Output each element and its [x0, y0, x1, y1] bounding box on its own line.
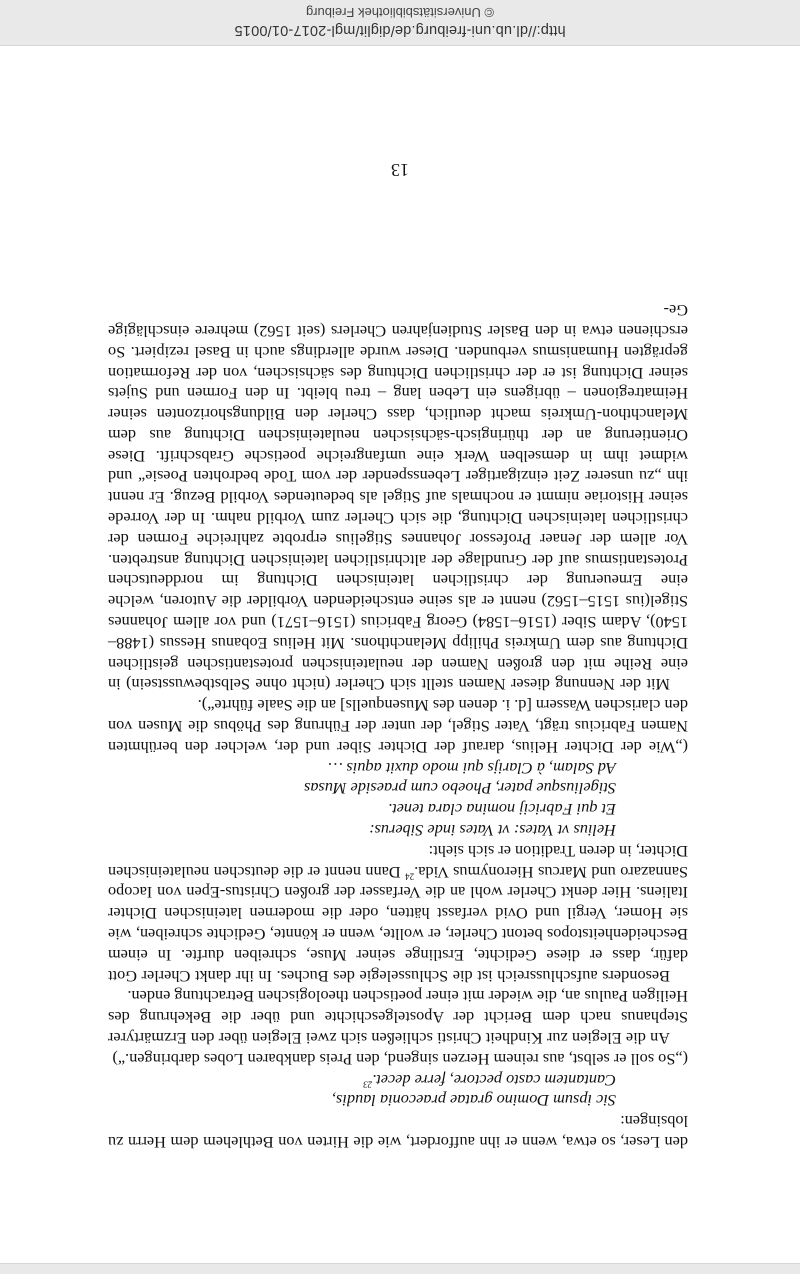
verse-line: Stigeliusque pater, Phoebo cum praeside Musas: [303, 779, 616, 799]
verse-line: Et qui Fabricij nomina clara tenet.: [388, 800, 616, 820]
source-url[interactable]: http://dl.ub.uni-freiburg.de/diglit/mgl-2017-01/0015: [234, 22, 566, 38]
verse-line: Cantantem casto pectore, ferre decet.$^{23}$: [363, 1070, 616, 1090]
paragraph: Besonders aufschlussreich ist die Schlusselegie des Buches. In ihr dankt Cherler Gott dafür, dass er diese Gedichte, Erstlinge seiner Muse, schreiben durfte. In einem Bescheidenheitstopos betont Cherler, er wollte, wenn er könnte, Gedichte schreiben, wie sie Homer, Vergil und Ovid verfasst hätten, oder die modernen lateinischen Dichter Italiens. Hier denkt Cherler wohl an die Verfasser der großen Christus-Epen von Iacopo Sannazaro und Marcus Hieronymus Vida.$^{24}$ Dann nennt er die deutschen neulateinischen Dichter, in deren Tradition er sich sieht:: [108, 841, 688, 986]
header-band: [0, 1263, 800, 1274]
footer-text: [130, 4, 670, 39]
paragraph: An die Elegien zur Kindheit Christi schließen sich zwei Elegien über den Erzmärtyrer Stephanus nach dem Bericht der Apostelgeschichte und über die Bekehrung des Heiligen Paulus an, die wieder mit einer poetischen theologischen Betrachtung enden.: [108, 987, 688, 1049]
footer-band: [0, 0, 800, 46]
verse-line: Ad Salam, à Clarijs qui modo duxit aquis …: [327, 758, 616, 778]
footnote-ref: 24: [405, 871, 415, 882]
paragraph: Mit der Nennung dieser Namen stellt sich Cherler (nicht ohne Selbstbewusstsein) in eine Reihe mit den großen Namen der neulateinischen protestantischen geistlichen Dichtung aus dem Umkreis Philipp Melanchthons. Mit Helius Eobanus Hessus (1488–1540), Adam Siber (1516–1584) Georg Fabricius (1516–1571) und vor allem Johannes Stigel(ius 1515–1562) nennt er als seine entscheidenden Vorbilder die Autoren, welche eine Erneuerung der christlichen lateinischen Dichtung im norddeutschen Protestantismus auf der Grundlage der altchristlichen lateinischen Dichtung anstrebten. Vor allem der Jenaer Professor Johannes Stigelius erprobte zahlreiche Formen der christlichen lateinischen Dichtung, die sich Cherler zum Vorbild nahm. In der Vorrede seiner Historiae nimmt er nochmals auf Stigel als bedeutendes Vorbild Bezug. Er nennt ihn „zu unserer Zeit einzigartiger Lebensspender der vom Tode bedrohten Poesie“ und widmet ihm in demselben Werk eine umfangreiche poetische Grabschrift. Diese Orientierung an der thüringisch-sächsischen neulateinischen Dichtung aus dem Melanchthon-Umkreis macht deutlich, dass Cherler den Bildungshorizonten seiner Heimatregionen – übrigens ein Leben lang – treu bleibt. In den Formen und Sujets seiner Dichtung ist er der christlichen Dichtung des sächsischen, von der Reformation geprägten Humanismus verbunden. Dieser wurde allerdings auch in Basel rezipiert. So erschienen etwa in den Basler Studienjahren Cherlers (seit 1562) mehrere einschlägige Ge-: [108, 301, 688, 695]
verse-line: Helius vt Vates: vt Vates inde Siberus:: [369, 821, 616, 841]
page-number: 13: [391, 160, 409, 180]
verse-line: Sic ipsum Domino gratae praeconia laudis,: [332, 1091, 616, 1111]
copyright-text: © Universitätsbibliothek Freiburg: [305, 5, 495, 20]
paragraph: („So soll er selbst, aus reinem Herzen singend, den Preis dankbaren Lobes darbringen.“): [112, 1049, 688, 1069]
paragraph: („Wie der Dichter Helius, darauf der Dichter Siber und der, welcher den berühmten Namen Fabricius trägt, Vater Stigel, der unter der Führung des Phöbus die Musen von den clarischen Wassern [d. i. denen des Musenquells] an die Saale führte“).: [108, 696, 688, 757]
footnote-ref: 23: [363, 1079, 373, 1090]
paragraph: den Leser, so etwa, wenn er ihn auffordert, wie die Hirten von Bethlehem dem Herrn zu lobsingen:: [108, 1112, 688, 1152]
page-body: [108, 299, 688, 1152]
